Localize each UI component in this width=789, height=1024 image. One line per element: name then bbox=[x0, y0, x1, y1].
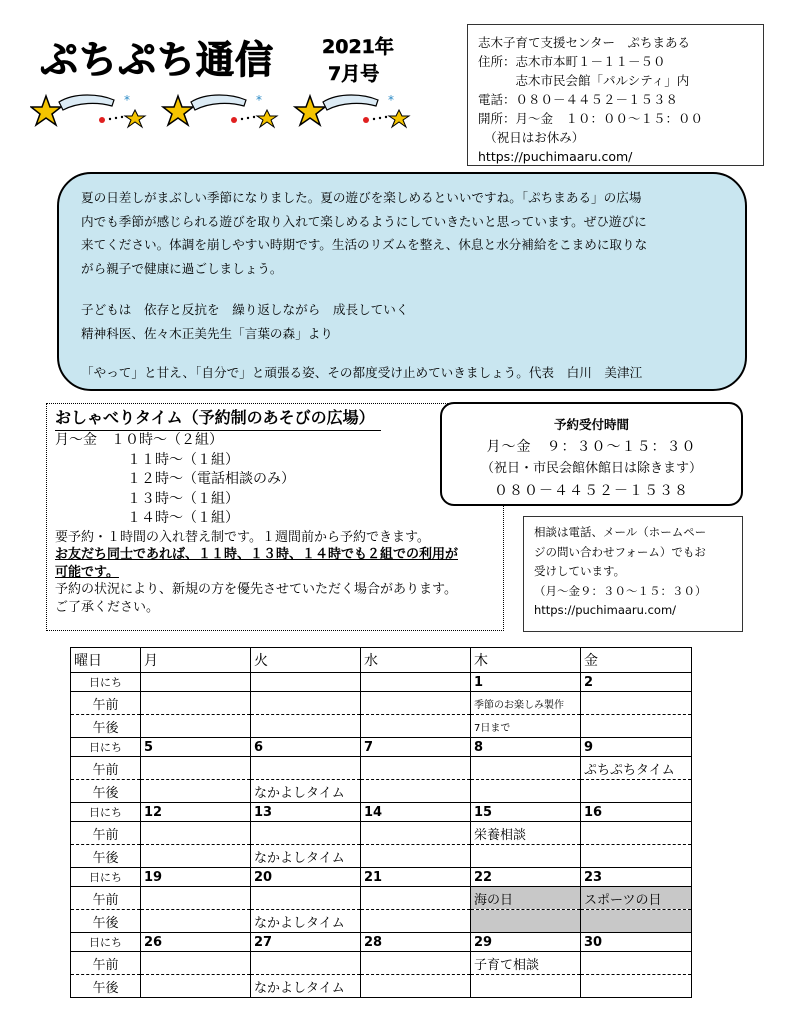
header-weekday: 曜日 bbox=[71, 648, 141, 673]
morning-label: 午前 bbox=[71, 822, 141, 845]
center-name: 志木子育て支援センター ぷちまある bbox=[478, 35, 691, 50]
date-cell: 1 bbox=[471, 673, 581, 692]
morning-label: 午前 bbox=[71, 692, 141, 715]
event-cell bbox=[471, 845, 581, 868]
afternoon-row bbox=[71, 715, 692, 738]
morning-label: 午前 bbox=[71, 887, 141, 910]
date-label: 日にち bbox=[71, 803, 141, 822]
header-friday: 金 bbox=[581, 648, 692, 673]
afternoon-row bbox=[71, 975, 692, 998]
date-row bbox=[71, 868, 692, 887]
issue-month: 7月号 bbox=[328, 63, 380, 85]
date-cell: 7 bbox=[361, 738, 471, 757]
header-monday: 月 bbox=[141, 648, 251, 673]
event-cell bbox=[251, 757, 361, 780]
center-info-box bbox=[467, 24, 764, 166]
closing-message: 「やって」と甘え、「自分で」と頑張る姿、その都度受け止めていきましょう。代表 白川 美津江 bbox=[81, 365, 643, 380]
event-cell bbox=[361, 692, 471, 715]
date-cell: 23 bbox=[581, 868, 692, 887]
event-cell bbox=[361, 975, 471, 998]
date-label: 日にち bbox=[71, 933, 141, 952]
holiday-note: （祝日はお休み） bbox=[478, 130, 585, 145]
quote-text: 子どもは 依存と反抗を 繰り返しながら 成長していく bbox=[81, 302, 409, 317]
holiday-cell: スポーツの日 bbox=[581, 887, 692, 910]
event-cell bbox=[361, 952, 471, 975]
date-row bbox=[71, 803, 692, 822]
shooting-star-icon bbox=[163, 93, 277, 127]
issue-date bbox=[322, 34, 394, 88]
event-cell bbox=[141, 845, 251, 868]
quote-source: 精神科医、佐々木正美先生「言葉の森」より bbox=[81, 325, 333, 341]
shooting-star-icon bbox=[31, 93, 145, 127]
date-cell: 30 bbox=[581, 933, 692, 952]
date-cell: 26 bbox=[141, 933, 251, 952]
phone-line: 電話：０８０－４４５２－１５３８ bbox=[478, 92, 679, 107]
event-cell: なかよしタイム bbox=[251, 845, 361, 868]
event-cell bbox=[471, 975, 581, 998]
consultation-line: ジの問い合わせフォーム）でもお bbox=[534, 544, 706, 559]
consultation-website-link[interactable]: https://puchimaaru.com/ bbox=[534, 603, 677, 617]
date-cell: 14 bbox=[361, 803, 471, 822]
reservation-title: 予約受付時間 bbox=[553, 417, 629, 432]
priority-note: 予約の状況により、新規の方を優先させていただく場合があります。 bbox=[55, 582, 457, 597]
date-cell: 27 bbox=[251, 933, 361, 952]
event-cell bbox=[361, 910, 471, 933]
date-label: 日にち bbox=[71, 738, 141, 757]
date-cell: 21 bbox=[361, 868, 471, 887]
event-cell bbox=[251, 952, 361, 975]
address-line: 住所：志木市本町１－１１－５０ bbox=[478, 54, 666, 69]
apology-note: ご了承ください。 bbox=[55, 599, 160, 615]
event-cell bbox=[581, 845, 692, 868]
afternoon-label: 午後 bbox=[71, 845, 141, 868]
holiday-cell bbox=[471, 910, 581, 933]
event-cell bbox=[141, 780, 251, 803]
friends-note: お友だち同士であれば、１１時、１３時、１４時でも２組での利用が bbox=[55, 547, 459, 562]
calendar-header-row bbox=[71, 648, 692, 673]
schedule-line: １４時～（１組） bbox=[127, 510, 239, 526]
date-cell: 15 bbox=[471, 803, 581, 822]
consultation-hours: （月～金９：３０～１５：３０） bbox=[534, 583, 707, 598]
consultation-line: 受けしています。 bbox=[534, 564, 626, 578]
date-cell bbox=[141, 673, 251, 692]
event-cell bbox=[251, 887, 361, 910]
header-wednesday: 水 bbox=[361, 648, 471, 673]
afternoon-row bbox=[71, 910, 692, 933]
morning-label: 午前 bbox=[71, 757, 141, 780]
event-cell bbox=[141, 822, 251, 845]
reservation-phone[interactable]: ０８０－４４５２－１５３８ bbox=[494, 483, 689, 499]
newsletter-title: ぷちぷち通信 bbox=[40, 38, 275, 82]
chat-time-section bbox=[46, 403, 504, 631]
opening-hours: 開所：月～金 １０：００～１５：００ bbox=[478, 111, 704, 126]
date-cell: 22 bbox=[471, 868, 581, 887]
event-cell: 栄養相談 bbox=[471, 822, 581, 845]
morning-row bbox=[71, 757, 692, 780]
reservation-exception: （祝日・市民会館休館日は除きます） bbox=[480, 461, 702, 476]
event-cell bbox=[581, 975, 692, 998]
event-cell bbox=[251, 822, 361, 845]
date-label: 日にち bbox=[71, 868, 141, 887]
address-building: 志木市民会館「パルシティ」内 bbox=[478, 73, 690, 88]
morning-row bbox=[71, 692, 692, 715]
greeting-message bbox=[57, 172, 747, 391]
greeting-line: 内でも季節が感じられる遊びを取り入れて楽しめるようにしていきたいと思っています。ぜひ遊びに bbox=[81, 213, 647, 229]
greeting-line: 夏の日差しがまぶしい季節になりました。夏の遊びを楽しめるといいですね。「ぷちまある」の広場 bbox=[81, 190, 642, 205]
morning-row bbox=[71, 822, 692, 845]
event-cell bbox=[141, 887, 251, 910]
event-cell bbox=[361, 780, 471, 803]
date-row bbox=[71, 738, 692, 757]
afternoon-row bbox=[71, 780, 692, 803]
event-cell bbox=[581, 822, 692, 845]
event-cell bbox=[581, 715, 692, 738]
morning-label: 午前 bbox=[71, 952, 141, 975]
event-cell bbox=[581, 692, 692, 715]
date-row bbox=[71, 933, 692, 952]
event-cell bbox=[471, 780, 581, 803]
header-thursday: 木 bbox=[471, 648, 581, 673]
event-cell bbox=[581, 952, 692, 975]
event-cell bbox=[361, 887, 471, 910]
date-cell: 19 bbox=[141, 868, 251, 887]
shooting-stars-decoration bbox=[30, 90, 430, 140]
date-cell: 29 bbox=[471, 933, 581, 952]
date-cell: 8 bbox=[471, 738, 581, 757]
event-cell: 7日まで bbox=[471, 715, 581, 738]
reservation-note: 要予約・１時間の入れ替え制です。１週間前から予約できます。 bbox=[55, 529, 430, 545]
reservation-hours: 月～金 ９：３０～１５：３０ bbox=[486, 439, 697, 455]
website-link[interactable]: https://puchimaaru.com/ bbox=[478, 149, 633, 164]
consultation-line: 相談は電話、メール（ホームペー bbox=[534, 525, 707, 539]
event-cell bbox=[251, 692, 361, 715]
schedule-line: １２時～（電話相談のみ） bbox=[127, 471, 295, 487]
event-cell: ぷちぷちタイム bbox=[581, 757, 692, 780]
monthly-calendar bbox=[70, 647, 692, 998]
afternoon-label: 午後 bbox=[71, 780, 141, 803]
event-cell bbox=[361, 715, 471, 738]
event-cell bbox=[141, 692, 251, 715]
friends-note-end: 可能です。 bbox=[55, 564, 119, 580]
afternoon-label: 午後 bbox=[71, 910, 141, 933]
holiday-cell: 海の日 bbox=[471, 887, 581, 910]
shooting-star-icon bbox=[295, 93, 409, 127]
greeting-line: 来てください。体調を崩しやすい時期です。生活のリズムを整え、休息と水分補給をこまめに取りな bbox=[81, 237, 648, 252]
holiday-cell bbox=[581, 910, 692, 933]
schedule-line: １３時～（１組） bbox=[127, 490, 239, 507]
date-cell bbox=[361, 673, 471, 692]
event-cell: なかよしタイム bbox=[251, 910, 361, 933]
afternoon-row bbox=[71, 845, 692, 868]
issue-year: 2021年 bbox=[322, 36, 394, 58]
event-cell bbox=[361, 845, 471, 868]
event-cell bbox=[471, 757, 581, 780]
svg-text:*: * bbox=[388, 93, 394, 107]
date-cell: 9 bbox=[581, 738, 692, 757]
date-label: 日にち bbox=[71, 673, 141, 692]
afternoon-label: 午後 bbox=[71, 715, 141, 738]
event-cell bbox=[251, 715, 361, 738]
event-cell bbox=[141, 952, 251, 975]
event-cell bbox=[361, 822, 471, 845]
date-cell bbox=[251, 673, 361, 692]
date-cell: 16 bbox=[581, 803, 692, 822]
chat-time-title: おしゃべりタイム（予約制のあそびの広場） bbox=[55, 406, 381, 431]
morning-row bbox=[71, 887, 692, 910]
morning-row bbox=[71, 952, 692, 975]
event-cell bbox=[141, 757, 251, 780]
event-cell bbox=[141, 975, 251, 998]
date-cell: 6 bbox=[251, 738, 361, 757]
svg-text:*: * bbox=[256, 93, 262, 107]
consultation-box bbox=[523, 516, 743, 632]
svg-text:*: * bbox=[124, 93, 130, 107]
event-cell: なかよしタイム bbox=[251, 975, 361, 998]
date-cell: 20 bbox=[251, 868, 361, 887]
event-cell bbox=[141, 715, 251, 738]
date-cell: 2 bbox=[581, 673, 692, 692]
date-cell: 13 bbox=[251, 803, 361, 822]
event-cell bbox=[141, 910, 251, 933]
greeting-line: がら親子で健康に過ごしましょう。 bbox=[81, 260, 283, 276]
schedule-line: １１時～（１組） bbox=[127, 451, 239, 468]
header-tuesday: 火 bbox=[251, 648, 361, 673]
event-cell: 子育て相談 bbox=[471, 952, 581, 975]
event-cell bbox=[361, 757, 471, 780]
event-cell: 季節のお楽しみ製作 bbox=[471, 692, 581, 715]
date-cell: 5 bbox=[141, 738, 251, 757]
reservation-hours-box bbox=[440, 402, 743, 506]
date-cell: 12 bbox=[141, 803, 251, 822]
afternoon-label: 午後 bbox=[71, 975, 141, 998]
schedule-line: 月～金 １０時～（２組） bbox=[55, 432, 223, 448]
event-cell: なかよしタイム bbox=[251, 780, 361, 803]
event-cell bbox=[581, 780, 692, 803]
date-row bbox=[71, 673, 692, 692]
date-cell: 28 bbox=[361, 933, 471, 952]
